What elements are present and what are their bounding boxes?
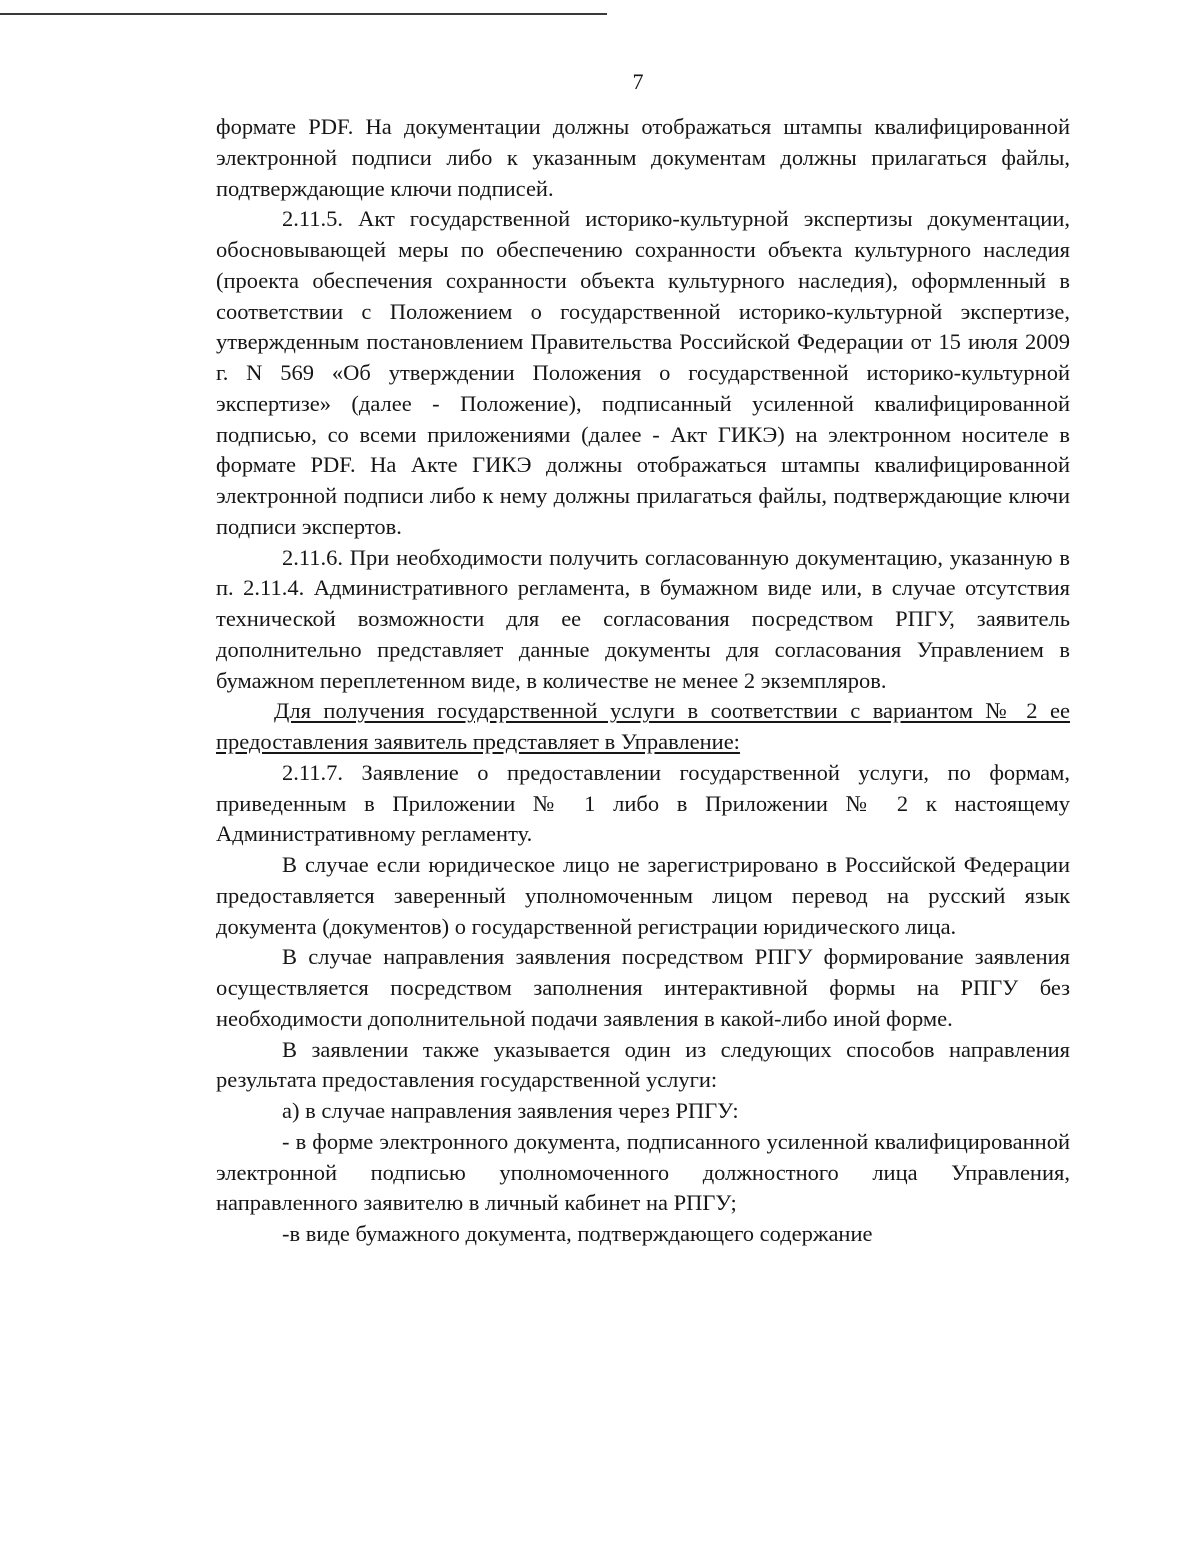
paragraph-continuation: формате PDF. На документации должны отображаться штампы квалифицированной электронной подписи либо к указанным документам должны прилагаться файлы, подтверждающие ключи подписей.: [216, 114, 1070, 201]
list-dash-electronic: - в форме электронного документа, подписанного усиленной квалифицированной электронной подписью уполномоченного должностного лица Управления, направленного заявителю в личный кабинет на РПГУ;: [216, 1128, 1070, 1216]
paragraph-2-11-6: 2.11.6. При необходимости получить согласованную документацию, указанную в п. 2.11.4. Административного регламента, в бумажном виде или, в случае отсутствия технической возможности для ее согласования посредством РПГУ, заявитель дополнительно представляет данные документы для согласования Управлением в бумажном переплетенном виде, в количестве не менее 2 экземпляров.: [216, 544, 1070, 693]
top-rule: [0, 13, 607, 15]
paragraph-2-11-7: 2.11.7. Заявление о предоставлении государственной услуги, по формам, приведенным в Приложении № 1 либо в Приложении № 2 к настоящему Административному регламенту.: [216, 759, 1070, 847]
paragraph-2-11-5: 2.11.5. Акт государственной историко-культурной экспертизы документации, обосновывающей меры по обеспечению сохранности объекта культурного наследия (проекта обеспечения сохранности объекта культурного наследия), оформленный в соответствии с Положением о государственной историко-культурной экспертизе, утвержденным постановлением Правительства Российской Федерации от 15 июля 2009 г. N 569 «Об утверждении Положения о государственной историко-культурной экспертизе» (далее - Положение), подписанный усиленной квалифицированной подписью, со всеми приложениями (далее - Акт ГИКЭ) на электронном носителе в формате PDF. На Акте ГИКЭ должны отображаться штампы квалифицированной электронной подписи либо к нему должны прилагаться файлы, подтверждающие ключи подписи экспертов.: [216, 206, 1070, 539]
list-dash-paper: -в виде бумажного документа, подтверждающего содержание: [282, 1221, 873, 1246]
document-body: [216, 112, 1070, 1250]
paragraph-foreign-entity: В случае если юридическое лицо не зарегистрировано в Российской Федерации предоставляется заверенный уполномоченным лицом перевод на русский язык документа (документов) о государственной регистрации юридического лица.: [216, 852, 1070, 939]
list-item-a: а) в случае направления заявления через РПГУ:: [282, 1098, 739, 1123]
paragraph-result-methods: В заявлении также указывается один из следующих способов направления результата предоставления государственной услуги:: [216, 1036, 1070, 1093]
page-number: 7: [632, 69, 644, 94]
underlined-heading: Для получения государственной услуги в соответствии с вариантом № 2 ее предоставления заявитель представляет в Управление:: [216, 698, 1070, 754]
paragraph-rpgu-form: В случае направления заявления посредством РПГУ формирование заявления осуществляется посредством заполнения интерактивной формы на РПГУ без необходимости дополнительной подачи заявления в какой-либо иной форме.: [216, 944, 1070, 1031]
